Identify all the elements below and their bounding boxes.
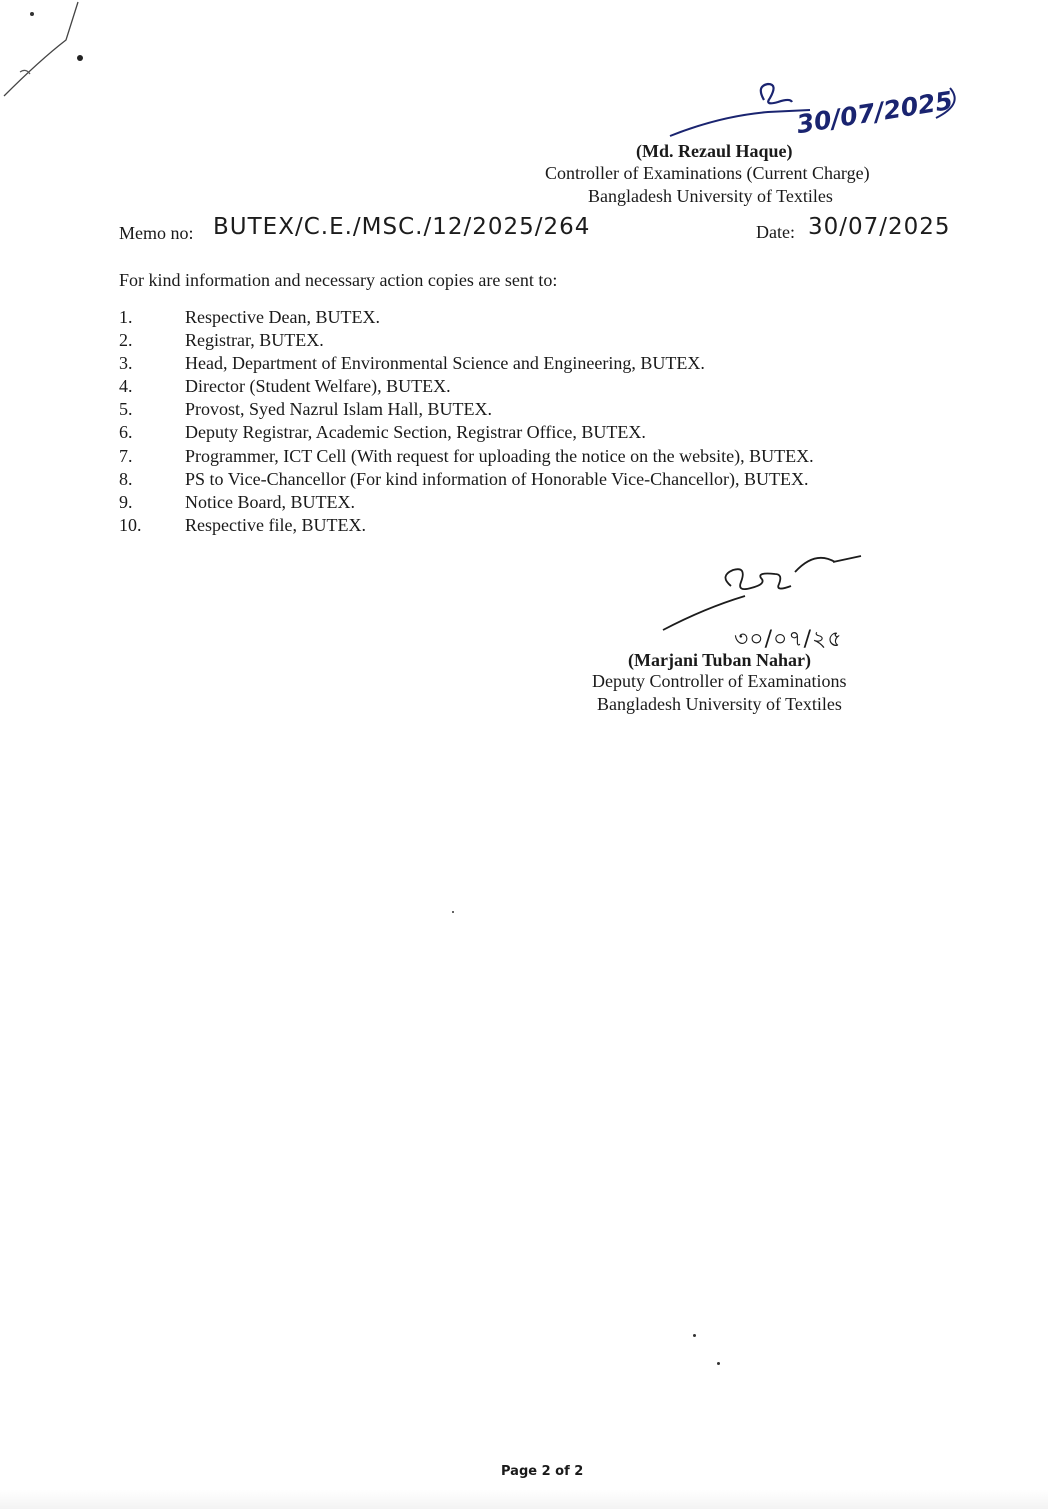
- list-item-number: 9.: [119, 491, 133, 512]
- scan-corner-mark: [0, 0, 110, 110]
- list-item-text: Provost, Syed Nazrul Islam Hall, BUTEX.: [185, 399, 492, 420]
- list-item-number: 3.: [119, 353, 133, 374]
- list-item: [119, 421, 814, 444]
- list-item-number: 6.: [119, 422, 133, 443]
- page-number: Page 2 of 2: [501, 1464, 584, 1479]
- signatory-1-organization: Bangladesh University of Textiles: [588, 186, 833, 206]
- list-item-text: Respective Dean, BUTEX.: [185, 307, 380, 327]
- list-item-text: PS to Vice-Chancellor (For kind information of Honorable Vice-Chancellor), BUTEX.: [185, 468, 809, 489]
- list-item: [119, 468, 814, 491]
- list-item-text: Registrar, BUTEX.: [185, 330, 324, 351]
- scan-speck: [693, 1334, 696, 1337]
- memo-label: Memo no:: [119, 223, 194, 243]
- list-item-number: 1.: [119, 307, 133, 327]
- list-item: [119, 329, 814, 352]
- list-item: [119, 445, 814, 468]
- list-item-number: 5.: [119, 399, 133, 420]
- list-item: [119, 375, 814, 398]
- signatory-2-organization: Bangladesh University of Textiles: [597, 694, 842, 714]
- signatory-1-name: (Md. Rezaul Haque): [636, 141, 793, 161]
- date-label: Date:: [756, 222, 795, 242]
- list-item: [119, 306, 814, 329]
- recipient-list: [119, 306, 814, 537]
- list-item: [119, 491, 814, 514]
- list-item: [119, 398, 814, 421]
- scan-bottom-edge: [0, 1490, 1048, 1509]
- signatory-2-name: (Marjani Tuban Nahar): [628, 650, 812, 670]
- list-item-number: 7.: [119, 445, 133, 466]
- list-item-number: 8.: [119, 468, 133, 489]
- list-item-text: Deputy Registrar, Academic Section, Registrar Office, BUTEX.: [185, 422, 646, 443]
- list-item-text: Programmer, ICT Cell (With request for uploading the notice on the website), BUTEX.: [185, 445, 814, 466]
- distribution-intro: For kind information and necessary action copies are sent to:: [119, 270, 558, 290]
- list-item-number: 2.: [119, 330, 133, 351]
- memo-date: 30/07/2025: [808, 214, 951, 240]
- signatory-2-title: Deputy Controller of Examinations: [592, 671, 847, 691]
- signature-date-2: ৩০/০৭/২৫: [734, 627, 843, 652]
- scan-speck: [717, 1362, 720, 1365]
- list-item-text: Head, Department of Environmental Science and Engineering, BUTEX.: [185, 353, 705, 374]
- list-item-text: Notice Board, BUTEX.: [185, 491, 355, 512]
- list-item: [119, 514, 814, 537]
- signature-marjani-tuban-nahar: [655, 552, 875, 632]
- list-item-text: Director (Student Welfare), BUTEX.: [185, 376, 451, 397]
- memo-number: BUTEX/C.E./MSC./12/2025/264: [213, 214, 591, 240]
- list-item-number: 4.: [119, 376, 133, 397]
- list-item: [119, 352, 814, 375]
- signature-date-1: 30/07/2025: [794, 85, 955, 140]
- list-item-text: Respective file, BUTEX.: [185, 514, 366, 535]
- signatory-1-title: Controller of Examinations (Current Charge): [545, 163, 870, 183]
- list-item-number: 10.: [119, 514, 142, 535]
- scan-speck: [452, 911, 454, 913]
